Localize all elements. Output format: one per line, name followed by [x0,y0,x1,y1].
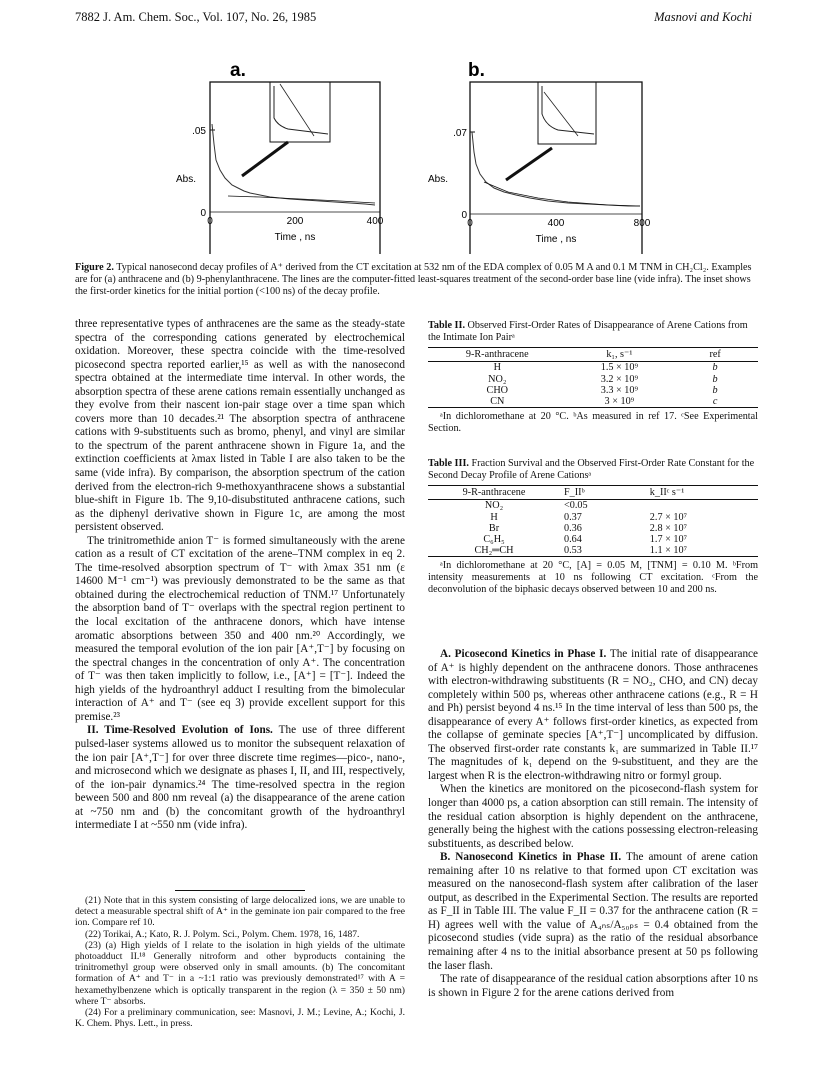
table-cell: 3.3 × 10⁹ [600,384,639,396]
table-cell: <0.05 [564,500,588,512]
table-cell: 2.7 × 10⁷ [649,511,688,523]
table-cell: NO₂ [484,500,504,512]
left-column [75,318,405,833]
table-cell: 3 × 10⁹ [567,396,673,408]
table-3-grid [428,485,758,557]
ytick-label-b: .07 [453,128,467,139]
table-row [428,500,758,512]
inset-pointer-b [506,148,552,180]
table-cell: 0.64 [564,534,582,546]
column-header: 9-R-anthracene [428,348,567,362]
table-3-caption: Fraction Survival and the Observed First-Order Rate Constant for the Second Decay Profile of Arene Cationsᵃ [428,458,755,482]
ytick-label-a: .05 [192,126,206,137]
table-row [428,362,758,374]
table-cell: CN [428,396,567,408]
table-cell: NO₂ [488,373,507,385]
table-2-caption: Observed First-Order Rates of Disappearance of Arene Cations from the Intimate Ion Pairᵃ [428,320,748,344]
figure-caption [75,262,755,299]
column-header: F_IIᵇ [560,486,646,500]
table-cell: C₆H₅ [483,534,505,546]
table-cell: 2.8 × 10⁷ [649,522,688,534]
table-cell: b [712,373,718,385]
inset-trace-b [542,86,594,134]
column-header: 9-R-anthracene [428,486,560,500]
paragraph: three representative types of anthracenes are the same as the steady-state spectra of the corresponding cations generated by electrochemical oxidation. Moreover, these spectra coincide with the time-resolved picosecond spectra reported earlier,¹⁵ as well as with the nanosecond spectra obtained at the intermediate time interval. In other words, the absorption spectra of these arene cations remain essentially unchanged as they evolve from their nascent ion-pair stage over a time span which covers more than 10 decades.²¹ The absorption spectra of anthracene cations with 9-substituents such as bromo, phenyl, and vinyl are similar to the spectrum of the parent anthracene shown in Figure 1a, and the extinction coefficients at λmax listed in Table I are also taken to be the same (vide infra). By comparison, the absorption spectrum of the cation derived from the electron-rich 9-methoxyanthracene shows a substantial blue-shift in Figure 1b. The 9,10-disubstituted anthracene cations, such as the diphenyl derivative shown in Figure 1c, are among the most persistent observed. [75,318,405,534]
paragraph [428,648,758,783]
running-header-left: 7882 J. Am. Chem. Soc., Vol. 107, No. 26, 1985 [75,10,317,24]
figure-panel-b [418,52,768,254]
column-header: k_IIᶜ s⁻¹ [646,486,758,500]
inset-fit-line-b [544,92,578,136]
table-header-row [428,348,758,362]
right-column [428,648,758,1000]
table-3-title [428,458,758,482]
paragraph-text: The amount of arene cation remaining after 10 ns relative to that formed upon CT excitation was measured on the nanosecond-flash system after calibration of the laser output, as described in the Experimental Section. The results are reported as F_II in Table III. The value F_II = 0.37 for the anthracene cation (R = H) agrees well with the value of A₄ₙₛ/A₅₀ₚₛ = 0.4 obtained from the picosecond studies (vide supra) as the ratio of the residual absorbance remaining after 4 ns to the initial absorbance present at 50 ps following the laser flash. [428,851,758,972]
paragraph [75,724,405,832]
table-cell: 0.53 [560,545,646,557]
paragraph: When the kinetics are monitored on the picosecond-flash system for longer than 4000 ps, a cation absorption can still remain. The intensity of the residual cation absorption is highly dependent on the anthracene, generally being the highest with the cations possessing electron-releasing substituents, as described below. [428,783,758,850]
footnote: (23) (a) High yields of I relate to the isolation in high yields of the ultimate photoadduct II.¹⁸ Generally nitroform and other byproducts containing the trinitromethyl group were observed only in small amounts. (b) The concomitant formation of A⁺ and T⁻ in a ~1:1 ratio was previously demonstrated¹⁷ with A = hexamethylbenzene which is optically transparent in the region (λ = 350 ± 50 nm) where T⁻ absorbs. [75,939,405,1007]
table-2-title [428,320,758,344]
paragraph: The trinitromethide anion T⁻ is formed simultaneously with the arene cation as a result of CT excitation of the arene–TNM complex in eq 2. The time-resolved absorption spectrum of T⁻ with λmax 351 nm (ε 14600 M⁻¹ cm⁻¹) was previously demonstrated to be the same as that obtained during the electrochemical reduction of TNM.¹⁷ Unfortunately the absorption band of T⁻ overlaps with the spectral region pertinent to the local excitation of the anthracene donors, which have intense aromatic absorptions between 350 and 400 nm.²⁰ Accordingly, we measured the temporal evolution of the ion pair [A⁺,T⁻] by focusing on the spectral changes in the concentration of only A⁺. The concentration of T⁻ was then taken implicitly to follow, i.e., [A⁺] = [T⁻]. Indeed the high yields of the hydroanthryl adduct I resulting from the bimolecular interaction of A⁺ and T⁻ (see eq 3) provide excellent support for this premise.²³ [75,534,405,723]
table-cell: 0.37 [564,511,582,523]
table-cell: 1.7 × 10⁷ [649,534,688,546]
decay-trace-a [212,124,375,205]
table-2 [428,320,758,435]
footnote: (22) Torikai, A.; Kato, R. J. Polym. Sci., Polym. Chem. 1978, 16, 1487. [85,928,360,940]
paragraph-text: The use of three different pulsed-laser systems allowed us to monitor the subsequent relaxation of the ion pair [A⁺,T⁻] for over three discrete time regimes—pico-, nano-, and microsecond which we designate as phases I, II, and III, respectively, of the ion-pair dynamics.²⁴ The time-resolved spectra in the region beween 500 and 800 nm reveal (a) the disappearance of the arene cation at ~750 nm and (b) the concomitant growth of the hydroanthryl intermediate I at ~550 nm (vide infra). [75,724,405,832]
table-cell: 1.1 × 10⁷ [646,545,758,557]
xtick-1-b: 400 [547,218,565,229]
table-3-label: Table III. [428,458,469,469]
table-row [428,534,758,545]
xlabel-b: Time , ns [535,234,577,245]
table-2-label: Table II. [428,320,465,331]
panel-label-b: b. [468,60,485,81]
table-3 [428,458,758,596]
xtick-0-a: 0 [207,216,213,227]
table-2-grid [428,347,758,408]
footnote: (24) For a preliminary communication, see: Masnovi, J. M.; Levine, A.; Kochi, J. K. Chem. Phys. Lett., in press. [75,1007,405,1030]
paragraph: The rate of disappearance of the residual cation absorptions after 10 ns is shown in Figure 2 for the arene cations derived from [428,973,758,999]
xtick-2-a: 400 [366,216,384,227]
decay-trace-b [472,132,640,206]
footnote: (21) Note that in this system consisting of large delocalized ions, we are unable to detect a measurable spectral shift of A⁺ in the geminate ion pair compared to the free ion. Compare ref 10. [75,895,405,929]
xtick-1-a: 200 [286,216,304,227]
inset-pointer-a [242,142,288,176]
inset-frame-b [538,82,596,144]
paragraph-text: The initial rate of disappearance of A⁺ is highly dependent on the anthracene donors. Those anthracenes with electron-withdrawing substituents (R = NO₂, CHO, and CN) decay completely within 500 ps, whereas other anthracene cations (e.g., R = H and Ph) persist beyond 4 ns.¹⁵ In the time interval of less than 500 ps, the disappearance of every A⁺ follows first-order kinetics, as expected from the collapse of geminate species [A⁺,T⁻] uncomplicated by diffusion. The observed first-order rate constants k₁ are summarized in Table II.¹⁷ The magnitudes of k₁ depend on the 9-substituent, and they are the largest when R is the electron-withdrawing nitro or formyl group. [428,648,758,782]
table-cell [646,500,758,512]
table-cell: 1.5 × 10⁹ [600,362,639,374]
table-row [428,545,758,557]
figure-caption-label: Figure 2. [75,262,114,273]
table-cell: CH₂═CH [428,545,560,557]
panel-label-a: a. [230,60,246,81]
running-header-right: Masnovi and Kochi [654,10,752,24]
table-row [428,523,758,534]
table-cell: b [712,362,718,374]
table-cell: c [672,396,758,408]
table-cell: 0.36 [564,522,582,534]
table-cell: H [490,511,498,523]
table-cell: 3.2 × 10⁹ [600,373,639,385]
table-cell: H [493,362,501,374]
y0-label-b: 0 [461,210,467,221]
column-header: ref [672,348,758,362]
paragraph [428,851,758,973]
table-2-notes: ᵃIn dichloromethane at 20 °C. ᵇAs measured in ref 17. ᶜSee Experimental Section. [428,411,758,435]
table-row [428,396,758,408]
table-header-row [428,486,758,500]
ylabel-b: Abs. [428,174,449,185]
y0-label-a: 0 [200,208,206,219]
footnote-rule [175,890,305,891]
table-row [428,374,758,385]
table-cell: CHO [486,384,509,396]
section-heading: B. Nanosecond Kinetics in Phase II. [440,851,622,864]
xlabel-a: Time , ns [274,232,316,243]
section-heading: II. Time-Resolved Evolution of Ions. [87,724,273,737]
table-row [428,512,758,523]
table-cell: Br [488,522,500,534]
figure-panel-a [170,52,410,254]
table-row [428,385,758,396]
ylabel-a: Abs. [176,174,197,185]
inset-trace-a [274,86,328,134]
section-heading: A. Picosecond Kinetics in Phase I. [440,648,607,660]
table-3-notes: ᵃIn dichloromethane at 20 °C, [A] = 0.05 M, [TNM] = 0.10 M. ᵇFrom intensity measurements at 10 ns following CT excitation. ᶜFrom the deconvolution of the biphasic decays observed between 10 and 200 ns. [428,560,758,596]
table-cell: b [712,384,718,396]
plot-frame-a [210,82,380,254]
xtick-0-b: 0 [467,218,473,229]
xtick-2-b: 800 [633,218,651,229]
footnotes [75,890,405,1029]
figure-caption-text: Typical nanosecond decay profiles of A⁺ derived from the CT excitation at 532 nm of the EDA complex of 0.05 M A and 0.1 M TNM in CH₂Cl₂. Examples are for (a) anthracene and (b) 9-phenylanthracene. The lines are the computer-fitted least-squares treatment of the second-order base line (vide infra). The inset shows the first-order kinetics for the initial portion (<100 ns) of the decay profile. [75,262,752,298]
column-header: k₁, s⁻¹ [567,348,673,362]
